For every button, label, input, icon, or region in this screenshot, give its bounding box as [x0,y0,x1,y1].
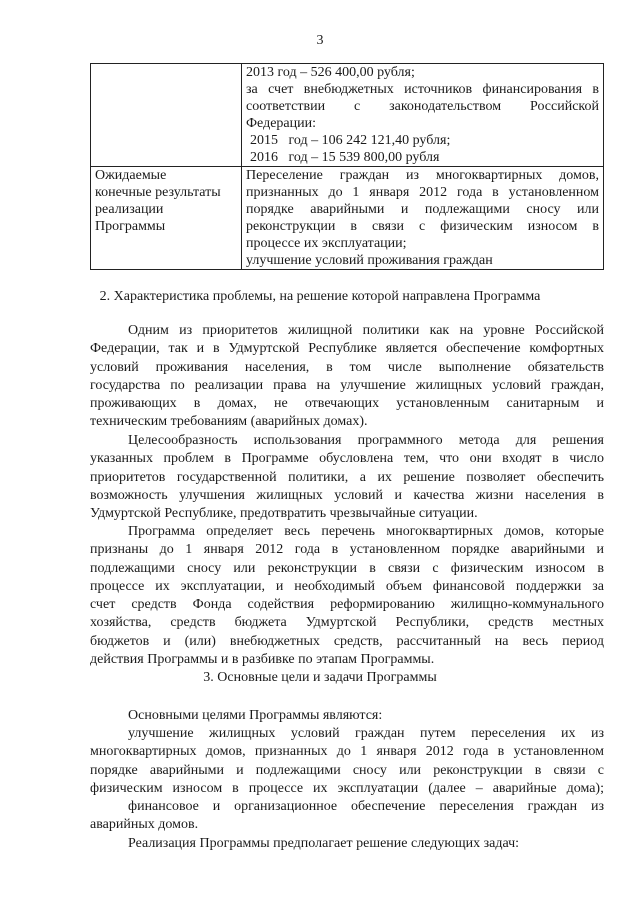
text-line: физическим износом в процессе их эксплуатации (далее – аварийные дома); [90,780,604,796]
table-row [91,64,604,167]
financing-line: за счет внебюджетных источников финансирования в [246,82,599,97]
text-line: Одним из приоритетов жилищной политики как на уровне Российской [128,323,604,338]
financing-line: 2015 год – 106 242 121,40 рубля; [250,133,451,148]
text-line: указанных проблем в Программе обусловлена тем, что они входят в число [90,451,604,467]
results-line: признанных до 1 января 2012 года в установленном [246,185,599,200]
page-number: 3 [316,33,324,48]
text-line: техническим требованиям (аварийных домах). [90,414,368,430]
section-3-heading: 3. Основные цели и задачи Программы [203,670,437,685]
financing-line: 2013 год – 526 400,00 рубля; [246,65,415,80]
text-line: признаны до 1 января 2012 года в установленном порядке аварийными и [90,542,604,558]
section-3-paragraph-4 [90,835,604,853]
text-line: подлежащими сносу или реконструкции в связи с физическим износом в [90,560,604,576]
financing-line: соответствии с законодательством Российской [246,99,599,114]
results-line: процессе их эксплуатации; [246,236,407,251]
text-line: условий проживания населения, в том числе выполнение обязательств [90,359,604,375]
expected-results-cell [242,167,604,270]
label-line: Ожидаемые [95,168,167,183]
results-line: реконструкции в связи с физическим износом в [246,219,599,234]
label-line: конечные результаты [95,185,221,200]
text-line: хозяйства, средств бюджета Удмуртской Республики, средств местных [90,615,604,631]
text-line: многоквартирных домов, признанных до 1 января 2012 года в установленном [90,744,604,760]
expected-results-label-cell [91,167,242,270]
section-3-paragraph-1 [90,707,604,725]
label-line: Программы [95,219,166,234]
table-row [91,167,604,270]
label-line: реализации [95,202,164,217]
text-line: приоритетов государственной политики, а их решение позволяет обеспечить [90,469,604,485]
section-3-paragraph-3 [90,798,604,835]
results-line: Переселение граждан из многоквартирных домов, [246,168,599,183]
text-line: улучшение жилищных условий граждан путем переселения их из [128,726,604,741]
text-line: Основными целями Программы являются: [128,708,383,723]
text-line: действия Программы и в разбивке по этапам Программы. [90,652,435,668]
results-line: улучшение условий проживания граждан [246,253,493,268]
program-info-table [90,63,604,270]
text-line: Программа определяет весь перечень многоквартирных домов, которые [128,524,604,539]
results-line: порядке аварийными и подлежащими сносу или [246,202,599,217]
text-line: Федерации, так и в Удмуртской Республике является обеспечение комфортных [90,341,604,357]
text-line: Реализация Программы предполагает решение следующих задач: [128,836,520,851]
section-3-paragraph-2 [90,725,604,798]
text-line: проживающих в домах, не отвечающих установленным санитарным и [90,396,604,412]
text-line: Удмуртской Республике, предотвратить чрезвычайные ситуации. [90,506,478,522]
section-2-paragraph-3 [90,523,604,669]
financing-line: 2016 год – 15 539 800,00 рубля [250,150,440,165]
text-line: бюджетов и (или) внебюджетных средств, рассчитанный на весь период [90,633,604,649]
section-2-paragraph-2 [90,432,604,523]
section-2-paragraph-1 [90,322,604,432]
text-line: аварийных домов. [90,817,199,833]
table-cell-empty [91,64,242,167]
text-line: государства по реализации права на улучшение жилищных условий граждан, [90,377,604,393]
financing-cell [242,64,604,167]
text-line: финансовое и организационное обеспечение переселения граждан из [128,799,604,814]
section-2-heading: 2. Характеристика проблемы, на решение которой направлена Программа [99,289,541,304]
text-line: процессе их эксплуатации, и необходимый объем финансовой поддержки за [90,578,604,594]
text-line: Целесообразность использования программного метода для решения [128,433,604,448]
financing-line: Федерации: [246,116,317,131]
text-line: порядке аварийными и подлежащими сносу или реконструкции в связи с [90,762,604,778]
text-line: счет средств Фонда содействия реформированию жилищно-коммунального [90,597,604,613]
text-line: возможность улучшения жилищных условий и качества жизни населения в [90,487,604,503]
